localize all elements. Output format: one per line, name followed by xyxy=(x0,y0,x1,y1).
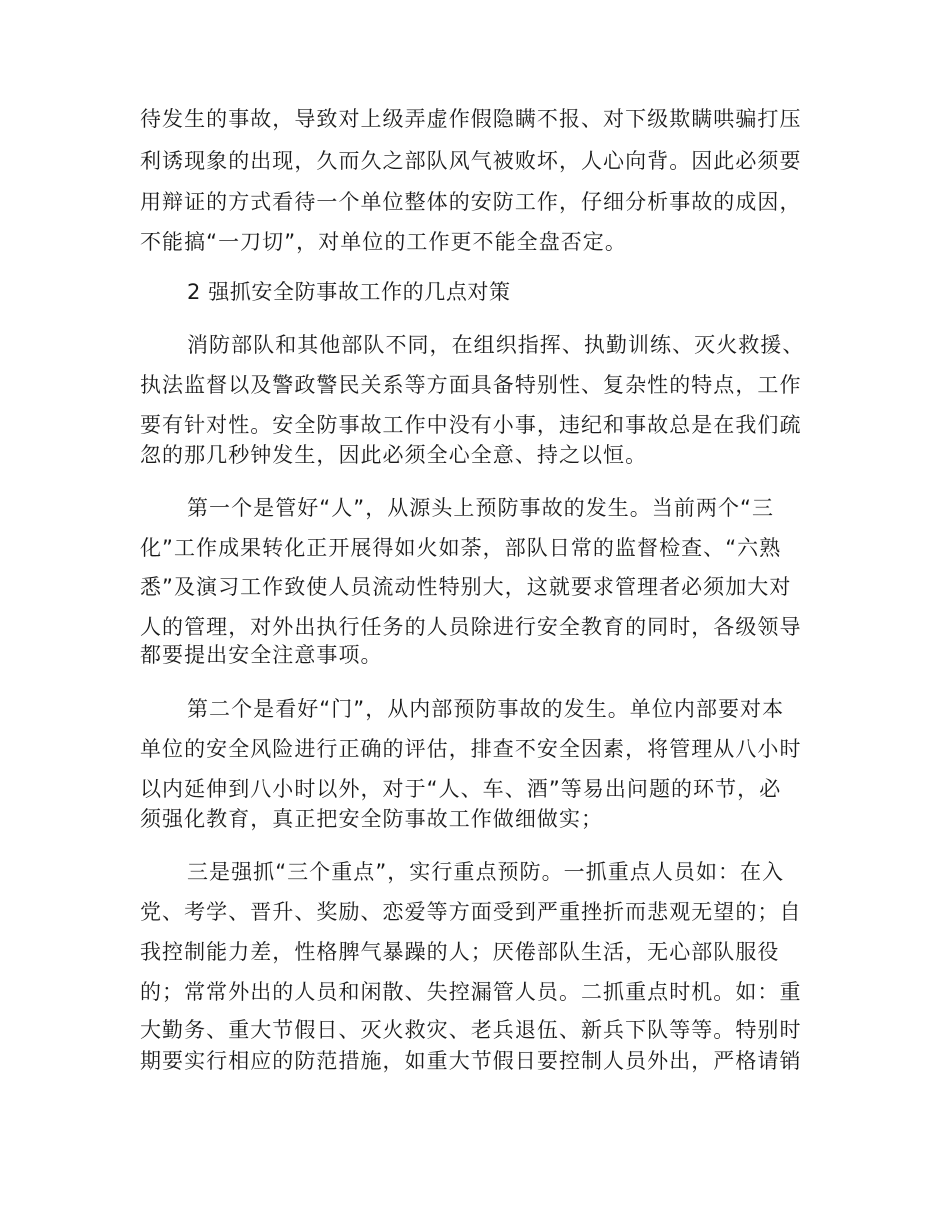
paragraph-line: 用辩证的方式看待一个单位整体的安防工作，仔细分析事故的成因， xyxy=(140,190,802,214)
paragraph-line: 三是强抓“三个重点”，实行重点预防。一抓重点人员如：在入 xyxy=(187,860,785,884)
paragraph-line: 待发生的事故，导致对上级弄虚作假隐瞒不报、对下级欺瞒哄骗打压 xyxy=(140,107,802,131)
paragraph-line: 悉”及演习工作致使人员流动性特别大，这就要求管理者必须加大对 xyxy=(140,575,792,599)
paragraph-line: 利诱现象的出现，久而久之部队风气被败坏，人心向背。因此必须要 xyxy=(140,149,802,173)
paragraph-line: 以内延伸到八小时以外，对于“人、车、酒”等易出问题的环节，必 xyxy=(140,777,782,801)
paragraph-line: 期要实行相应的防范措施，如重大节假日要控制人员外出，严格请销 xyxy=(140,1049,802,1073)
paragraph-line: 大勤务、重大节假日、灭火救灾、老兵退伍、新兵下队等等。特别时 xyxy=(140,1018,802,1042)
paragraph-line: 忽的那几秒钟发生，因此必须全心全意、持之以恒。 xyxy=(140,443,648,467)
paragraph-line: 都要提出安全注意事项。 xyxy=(140,643,383,667)
paragraph-line: 我控制能力差，性格脾气暴躁的人；厌倦部队生活，无心部队服役 xyxy=(140,940,780,964)
paragraph-line: 的；常常外出的人员和闲散、失控漏管人员。二抓重点时机。如：重 xyxy=(140,980,802,1004)
paragraph-line: 消防部队和其他部队不同，在组织指挥、执勤训练、灭火救援、 xyxy=(187,333,805,357)
paragraph-line: 须强化教育，真正把安全防事故工作做细做实； xyxy=(140,807,604,831)
paragraph-line: 执法监督以及警政警民关系等方面具备特别性、复杂性的特点，工作 xyxy=(140,373,802,397)
paragraph-line: 党、考学、晋升、奖励、恋爱等方面受到严重挫折而悲观无望的；自 xyxy=(140,900,802,924)
paragraph-line: 第一个是管好“人”，从源头上预防事故的发生。当前两个“三 xyxy=(187,496,775,520)
paragraph-line: 单位的安全风险进行正确的评估，排查不安全因素，将管理从八小时 xyxy=(140,737,802,761)
paragraph-line: 人的管理，对外出执行任务的人员除进行安全教育的同时，各级领导 xyxy=(140,615,802,639)
paragraph-line: 要有针对性。安全防事故工作中没有小事，违纪和事故总是在我们疏 xyxy=(140,413,802,437)
paragraph-line: 不能搞“一刀切”，对单位的工作更不能全盘否定。 xyxy=(140,230,627,254)
paragraph-line: 第二个是看好“门”，从内部预防事故的发生。单位内部要对本 xyxy=(187,697,785,721)
paragraph-line: 化”工作成果转化正开展得如火如荼，部队日常的监督检查、“六熟 xyxy=(140,536,782,560)
section-heading-text: 2 强抓安全防事故工作的几点对策 xyxy=(187,280,511,304)
